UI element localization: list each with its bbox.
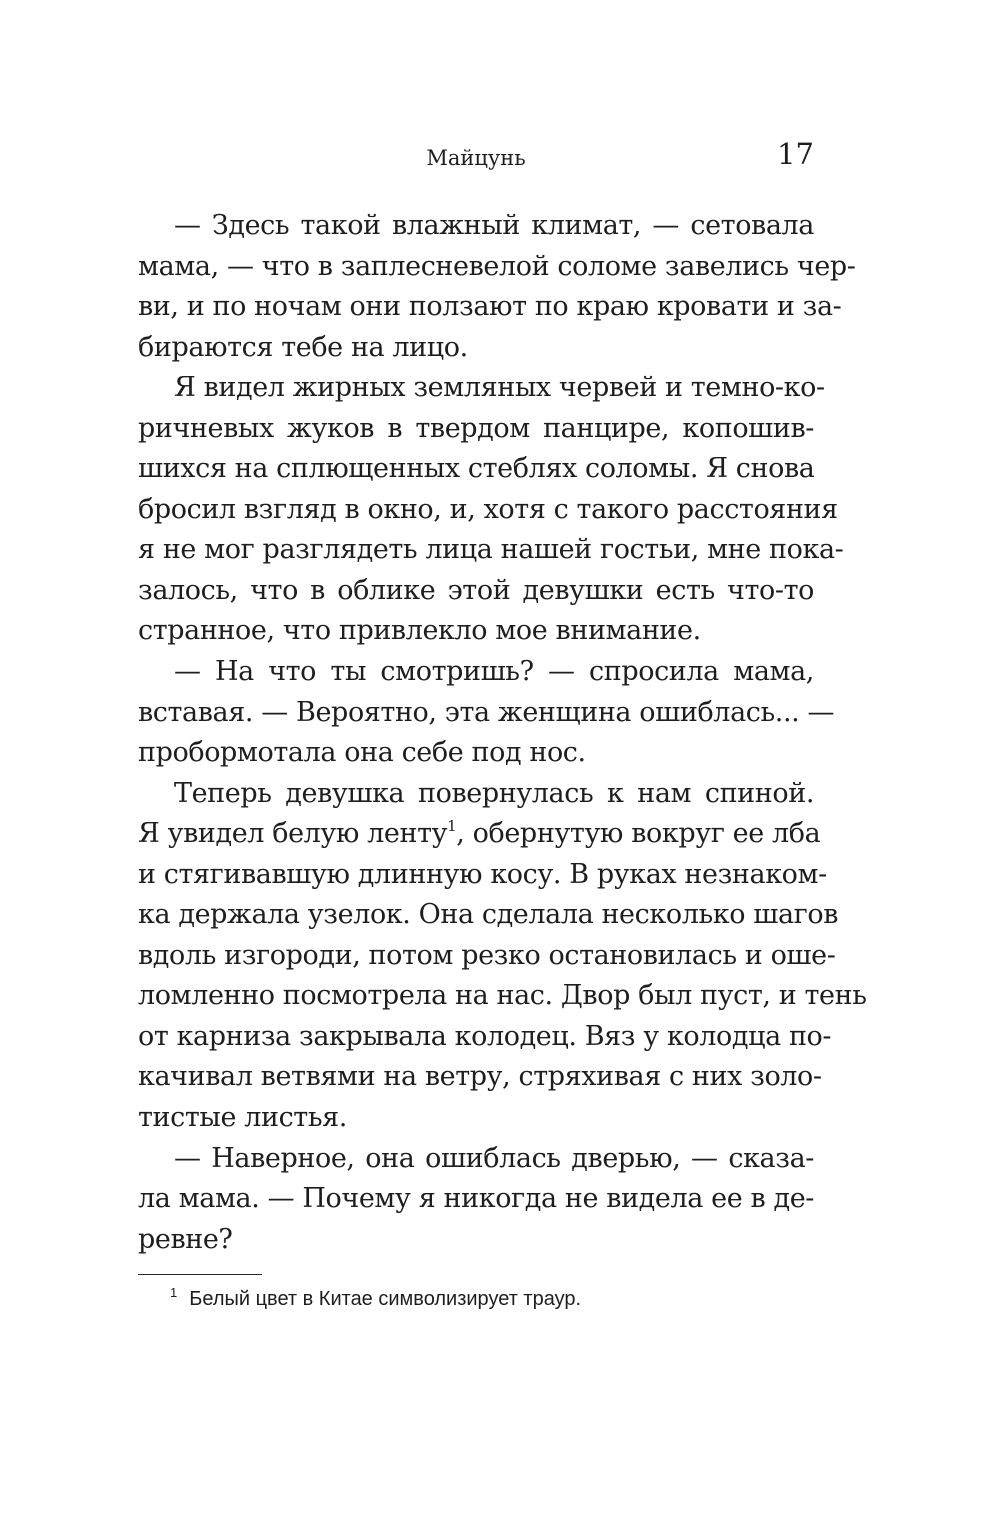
text-line: и стягивавшую длинную косу. В руках незнаком- — [138, 858, 827, 890]
paragraph — [138, 368, 844, 652]
text-line: шихся на сплющенных стеблях соломы. Я снова — [138, 453, 815, 485]
text-line: тистые листья. — [138, 1102, 347, 1134]
footnote-rule — [138, 1274, 262, 1275]
text-line: — На что ты смотришь? — спросила мама, — [174, 656, 814, 688]
text-line: ревне? — [138, 1223, 233, 1255]
text-line: пробормотала она себе под нос. — [138, 737, 586, 769]
footnote-reference: 1 — [447, 817, 457, 836]
running-head — [138, 136, 814, 178]
text-line: вдоль изгороди, потом резко остановилась и оше- — [138, 939, 836, 971]
footnote — [170, 1284, 814, 1314]
text-line: — Наверное, она ошиблась дверью, — сказа- — [174, 1142, 814, 1174]
text-line: качивал ветвями на ветру, стряхивая с них золо- — [138, 1061, 822, 1093]
footnote-mark: 1 — [170, 1285, 178, 1300]
paragraph — [138, 206, 856, 368]
text-segment: , обернутую вокруг ее лба — [456, 818, 821, 850]
text-line: бираются тебе на лицо. — [138, 331, 468, 363]
text-line: от карниза закрывала колодец. Вяз у колодца по- — [138, 1020, 832, 1052]
footnote-text: Белый цвет в Китае символизирует траур. — [189, 1288, 582, 1310]
text-line: ви, и по ночам они ползают по краю кровати и за- — [138, 291, 842, 323]
text-line: ломленно посмотрела на нас. Двор был пуст, и тень — [138, 980, 867, 1012]
text-line: странное, что привлекло мое внимание. — [138, 615, 701, 647]
text-line: ричневых жуков в твердом панцире, копошив- — [138, 412, 814, 444]
page-number: 17 — [777, 137, 814, 171]
text-line: вставая. — Вероятно, эта женщина ошиблась... — — [138, 696, 835, 728]
paragraph — [138, 774, 867, 1139]
text-line: ла мама. — Почему я никогда не видела ее в де- — [138, 1183, 814, 1215]
text-line: мама, — что в заплесневелой соломе завелись чер- — [138, 250, 856, 282]
text-line: я не мог разглядеть лица нашей гостьи, мне пока- — [138, 534, 844, 566]
text-line: бросил взгляд в окно, и, хотя с такого расстояния — [138, 493, 838, 525]
paragraph — [138, 652, 835, 774]
text-line: Теперь девушка повернулась к нам спиной. — [174, 777, 814, 809]
text-line: — Здесь такой влажный климат, — сетовала — [174, 210, 814, 241]
text-line: Я видел жирных земляных червей и темно-ко- — [174, 372, 825, 404]
body-text — [138, 206, 867, 1260]
paragraph — [138, 1139, 814, 1261]
text-line: ка держала узелок. Она сделала несколько шагов — [138, 899, 839, 931]
text-line — [138, 814, 821, 855]
text-line: залось, что в облике этой девушки есть что-то — [138, 574, 814, 606]
text-segment: Я увидел белую ленту — [138, 818, 448, 850]
running-title: Майцунь — [426, 146, 526, 170]
